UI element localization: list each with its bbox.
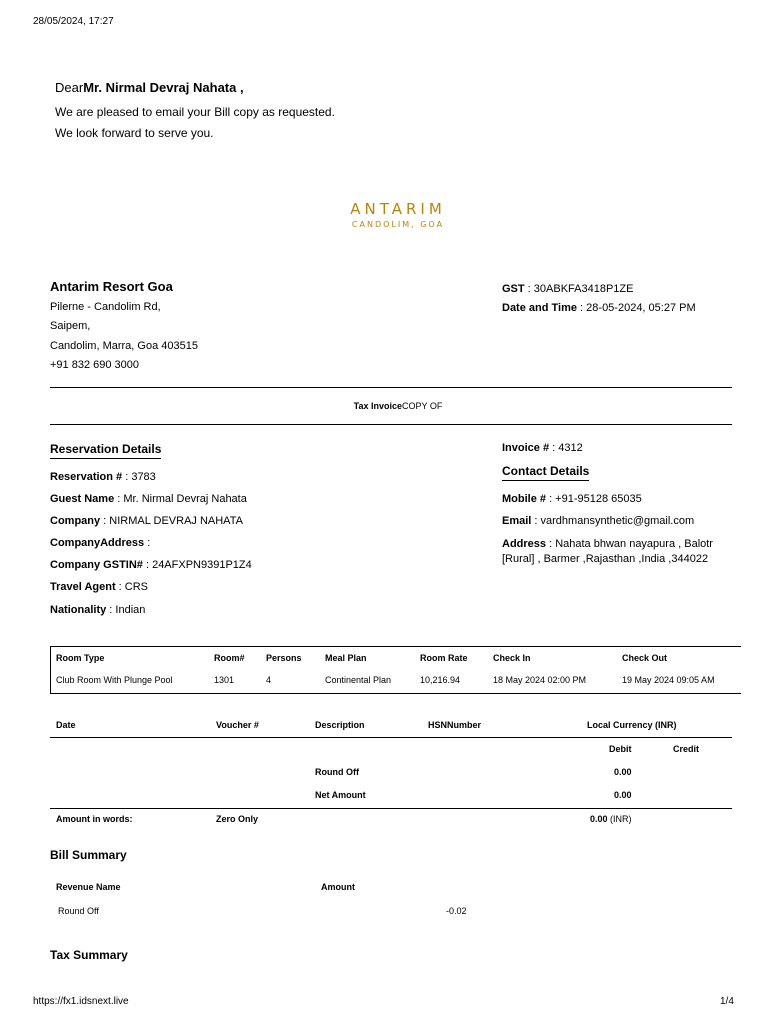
- company-gstin-field: [50, 559, 252, 571]
- hotel-phone: +91 832 690 3000: [50, 359, 140, 371]
- mobile-value: : +91-95128 65035: [546, 493, 642, 505]
- room-cell: 1301: [214, 675, 235, 685]
- reservation-heading: Reservation Details: [50, 442, 161, 459]
- divider: [50, 424, 732, 425]
- field-value: : NIRMAL DEVRAJ NAHATA: [100, 515, 243, 527]
- logo-location: CANDOLIM, GOA: [351, 220, 445, 229]
- field-label: Guest Name: [50, 493, 115, 505]
- reservation-number-field: [50, 471, 156, 483]
- room-cell: 10,216.94: [420, 675, 461, 685]
- invoice-number-field: [502, 442, 583, 454]
- round-off-debit: 0.00: [614, 767, 632, 777]
- gst-value: : 30ABKFA3418P1ZE: [524, 283, 634, 295]
- gst-label: GST: [502, 283, 525, 295]
- datetime-value: : 28-05-2024, 05:27 PM: [577, 302, 696, 314]
- room-col-header: Room#: [214, 653, 245, 663]
- field-value: :: [144, 537, 151, 549]
- invoice-label: Invoice #: [502, 442, 550, 454]
- room-cell: 19 May 2024 09:05 AM: [622, 675, 715, 685]
- room-cell: 18 May 2024 02:00 PM: [493, 675, 587, 685]
- logo-brand: ANTARIM: [350, 200, 446, 218]
- nationality-field: [50, 604, 145, 616]
- divider: [50, 387, 732, 388]
- greeting-prefix: Dear: [55, 80, 84, 95]
- field-label: Company: [50, 515, 101, 527]
- hotel-address-line: Saipem,: [50, 320, 91, 332]
- guest-name-greeting: Mr. Nirmal Devraj Nahata ,: [83, 80, 244, 95]
- room-cell: 4: [266, 675, 272, 685]
- ledger-divider: [50, 808, 732, 809]
- antarim-logo: [300, 200, 496, 229]
- field-value: : Mr. Nirmal Devraj Nahata: [114, 493, 247, 505]
- amount-in-words: Zero Only: [216, 814, 259, 824]
- travel-agent-field: [50, 581, 148, 593]
- datetime-field: [502, 302, 696, 314]
- net-amount-label: Net Amount: [315, 790, 366, 800]
- hotel-address-line: Pilerne - Candolim Rd,: [50, 301, 161, 313]
- print-datetime: 28/05/2024, 17:27: [33, 16, 114, 27]
- total-currency: (INR): [607, 814, 632, 824]
- email-label: Email: [502, 515, 532, 527]
- datetime-label: Date and Time: [502, 302, 577, 314]
- total-value: 0.00: [590, 814, 608, 824]
- room-col-header: Check Out: [622, 653, 668, 663]
- bill-summary-row-name: Round Off: [58, 906, 99, 916]
- ledger-divider: [50, 737, 732, 738]
- company-address-field: [50, 537, 150, 549]
- room-col-header: Room Rate: [420, 653, 468, 663]
- hotel-address-line: Candolim, Marra, Goa 403515: [50, 340, 198, 352]
- invoice-title: [0, 401, 768, 411]
- field-label: Travel Agent: [50, 581, 116, 593]
- ledger-col-header: Local Currency (INR): [587, 720, 677, 730]
- mobile-label: Mobile #: [502, 493, 547, 505]
- greeting-text-2: We look forward to serve you.: [55, 126, 214, 140]
- email-field: [502, 515, 694, 527]
- address-label: Address: [502, 538, 547, 550]
- round-off-label: Round Off: [315, 767, 359, 777]
- field-label: Nationality: [50, 604, 107, 616]
- amount-in-words-label: Amount in words:: [56, 814, 133, 824]
- bill-summary-col-amount: Amount: [321, 882, 355, 892]
- ledger-col-header: Date: [56, 720, 76, 730]
- page-number: 1/4: [720, 996, 734, 1007]
- ledger-col-header: Description: [315, 720, 365, 730]
- total-amount: [590, 814, 632, 824]
- email-value: : vardhmansynthetic@gmail.com: [531, 515, 695, 527]
- mobile-field: [502, 493, 642, 505]
- room-col-header: Meal Plan: [325, 653, 367, 663]
- field-value: : Indian: [106, 604, 146, 616]
- hotel-name: Antarim Resort Goa: [50, 279, 173, 294]
- guest-name-field: [50, 493, 247, 505]
- greeting-line: [55, 80, 244, 95]
- footer-url[interactable]: https://fx1.idsnext.live: [33, 996, 129, 1007]
- room-cell: Continental Plan: [325, 675, 392, 685]
- invoice-title-bold: Tax Invoice: [353, 401, 402, 411]
- field-value: : 3783: [122, 471, 156, 483]
- bill-summary-row-amount: -0.02: [446, 906, 467, 916]
- address-value: : Nahata bhwan nayapura , Balotr [Rural] , Barmer ,Rajasthan ,India ,344022: [502, 538, 713, 565]
- room-col-header: Persons: [266, 653, 302, 663]
- greeting-text-1: We are pleased to email your Bill copy as requested.: [55, 105, 335, 119]
- field-value: : 24AFXPN9391P1Z4: [142, 559, 252, 571]
- bill-summary-col-revenue: Revenue Name: [56, 882, 121, 892]
- room-cell: Club Room With Plunge Pool: [56, 675, 173, 685]
- bill-summary-heading: Bill Summary: [50, 848, 127, 862]
- gst-field: [502, 283, 633, 295]
- invoice-title-copy: COPY OF: [402, 401, 443, 411]
- contact-address-field: [502, 537, 732, 567]
- room-col-header: Room Type: [56, 653, 105, 663]
- net-amount-debit: 0.00: [614, 790, 632, 800]
- field-label: CompanyAddress: [50, 537, 145, 549]
- field-label: Company GSTIN#: [50, 559, 143, 571]
- room-col-header: Check In: [493, 653, 531, 663]
- ledger-col-header: Voucher #: [216, 720, 259, 730]
- field-label: Reservation #: [50, 471, 123, 483]
- credit-header: Credit: [673, 744, 700, 754]
- tax-summary-heading: Tax Summary: [50, 948, 128, 962]
- invoice-value: : 4312: [549, 442, 583, 454]
- contact-heading: Contact Details: [502, 464, 589, 481]
- company-field: [50, 515, 243, 527]
- field-value: : CRS: [115, 581, 149, 593]
- debit-header: Debit: [609, 744, 632, 754]
- ledger-col-header: HSNNumber: [428, 720, 482, 730]
